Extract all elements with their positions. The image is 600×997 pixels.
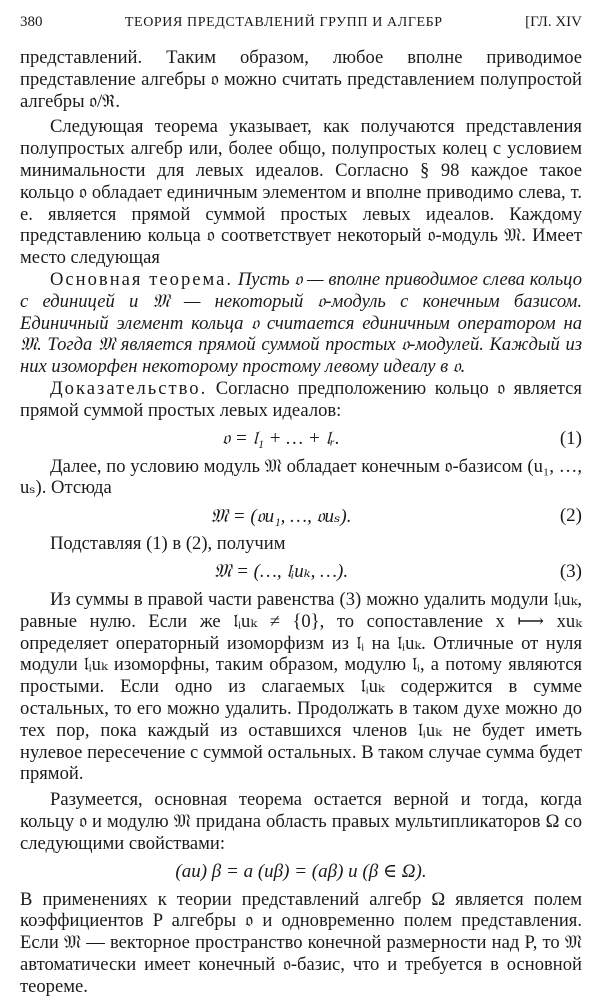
paragraph-basis: Далее, по условию модуль 𝔐 обладает конечным 𝔬-базисом (u₁, …, uₛ). Отсюда: [20, 456, 582, 500]
equation-1-body: 𝔬 = 𝔩₁ + … + 𝔩ᵣ.: [20, 428, 542, 450]
equation-4-body: (au) β = a (uβ) = (aβ) u (β ∈ Ω).: [20, 860, 582, 883]
theorem-paragraph: [20, 269, 582, 378]
theorem-label: Основная теорема.: [50, 269, 233, 290]
proof-label: Доказательство.: [50, 378, 207, 399]
equation-2-number: (2): [542, 505, 582, 527]
running-title: ТЕОРИЯ ПРЕДСТАВЛЕНИЙ ГРУПП И АЛГЕБР: [125, 13, 443, 33]
paragraph-applications: В применениях к теории представлений алгебр Ω является полем коэффициентов P алгебры 𝔬 и одновременно полем представления. Если 𝔐 — векторное пространство конечной размерности над P, то 𝔐 автоматически имеет конечный 𝔬-базис, что и требуется в основной теореме.: [20, 889, 582, 997]
equation-2: [20, 499, 582, 533]
paragraph-multipliers: Разумеется, основная теорема остается верной и тогда, когда кольцу 𝔬 и модулю 𝔐 придана область правых мультипликаторов Ω со следующими свойствами:: [20, 789, 582, 854]
equation-1: [20, 422, 582, 456]
proof-text: Согласно предположению кольцо 𝔬 является прямой суммой простых левых идеалов:: [20, 378, 582, 421]
equation-3-number: (3): [542, 561, 582, 583]
equation-3-body: 𝔐 = (…, 𝔩ᵢuₖ, …).: [20, 560, 542, 583]
paragraph-proof-body: Из суммы в правой части равенства (3) можно удалить модули 𝔩ᵢuₖ, равные нулю. Если же 𝔩ᵢuₖ ≠ {0}, то сопоставление x ⟼ xuₖ определяет операторный изоморфизм из 𝔩ᵢ на 𝔩ᵢuₖ. Отличные от нуля модули 𝔩ᵢuₖ изоморфны, таким образом, модулю 𝔩ᵢ, а потому являются простыми. Если одно из слагаемых 𝔩ᵢuₖ содержится в сумме остальных, то его можно удалить. Продолжать в таком духе можно до тех пор, пока каждый из оставшихся членов 𝔩ᵢuₖ не будет иметь нулевое пересечение с суммой остальных. В таком случае сумма будет прямой.: [20, 589, 582, 785]
proof-paragraph: [20, 378, 582, 422]
theorem-statement: Пусть 𝔬 — вполне приводимое слева кольцо с единицей и 𝔐 — некоторый 𝔬-модуль с конечным базисом. Единичный элемент кольца 𝔬 считается единичным оператором на 𝔐. Тогда 𝔐 является прямой суммой простых 𝔬-модулей. Каждый из них изоморфен некоторому простому левому идеалу в 𝔬.: [20, 269, 582, 377]
equation-4: [20, 855, 582, 889]
equation-2-body: 𝔐 = (𝔬u₁, …, 𝔬uₛ).: [20, 505, 542, 528]
running-head: [20, 12, 582, 33]
equation-1-number: (1): [542, 428, 582, 450]
paragraph-continuation: представлений. Таким образом, любое вполне приводимое представление алгебры 𝔬 можно считать представлением полупростой алгебры 𝔬/ℜ.: [20, 47, 582, 112]
chapter-label: [ГЛ. XIV: [525, 12, 582, 32]
page-number: 380: [20, 12, 43, 32]
paragraph-intro-theorem: Следующая теорема указывает, как получаются представления полупростых алгебр или, более общо, полупростых колец с условием минимальности для левых идеалов. Согласно § 98 каждое такое кольцо 𝔬 обладает единичным элементом и вполне приводимо слева, т. е. является прямой суммой простых левых идеалов. Каждому представлению кольца 𝔬 соответствует некоторый 𝔬-модуль 𝔐. Имеет место следующая: [20, 116, 582, 269]
paragraph-substitute: Подставляя (1) в (2), получим: [20, 533, 582, 555]
equation-3: [20, 555, 582, 589]
